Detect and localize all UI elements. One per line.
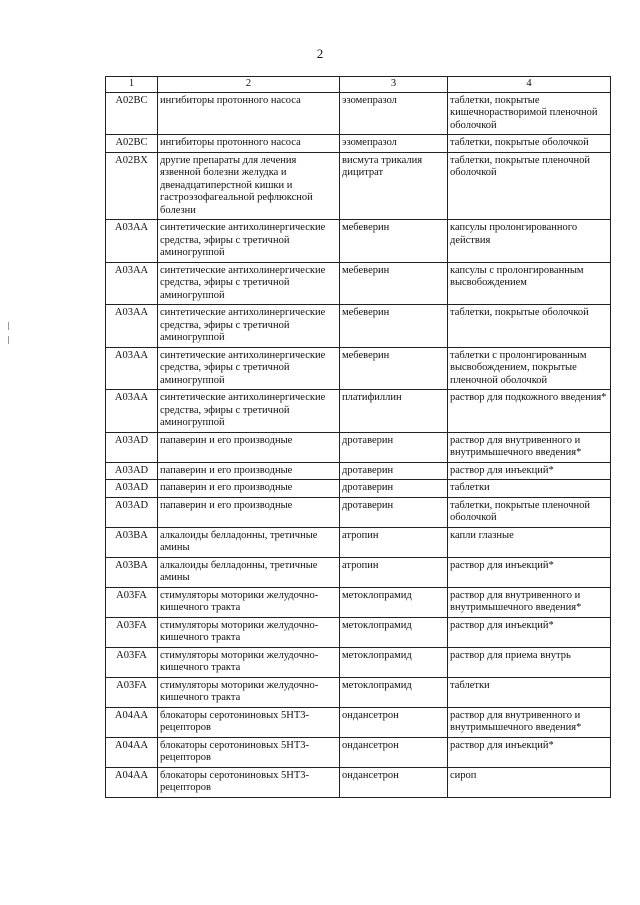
group-cell: папаверин и его производные [158, 497, 340, 527]
table-row [106, 647, 611, 677]
group-cell: папаверин и его производные [158, 480, 340, 498]
atc-code-cell: A03AA [106, 390, 158, 433]
header-row [106, 77, 611, 93]
atc-code-cell: A03AA [106, 220, 158, 263]
dosage-form-cell: таблетки с пролонгированным высвобождением, покрытые пленочной оболочкой [448, 347, 611, 390]
dosage-form-cell: раствор для внутривенного и внутримышечного введения* [448, 707, 611, 737]
dosage-form-cell: таблетки, покрытые пленочной оболочкой [448, 152, 611, 220]
atc-code-cell: A03AA [106, 262, 158, 305]
substance-cell: мебеверин [340, 262, 448, 305]
substance-cell: метоклопрамид [340, 617, 448, 647]
group-cell: синтетические антихолинергические средства, эфиры с третичной аминогруппой [158, 390, 340, 433]
table-row [106, 152, 611, 220]
group-cell: блокаторы серотониновых 5HT3-рецепторов [158, 707, 340, 737]
table-row [106, 497, 611, 527]
substance-cell: эзомепразол [340, 92, 448, 135]
substance-cell: ондансетрон [340, 707, 448, 737]
atc-code-cell: A03FA [106, 647, 158, 677]
group-cell: блокаторы серотониновых 5HT3-рецепторов [158, 767, 340, 797]
substance-cell: атропин [340, 557, 448, 587]
column-header-4: 4 [448, 77, 611, 93]
atc-code-cell: A03BA [106, 557, 158, 587]
atc-code-cell: A03AD [106, 497, 158, 527]
group-cell: папаверин и его производные [158, 432, 340, 462]
atc-code-cell: A03AD [106, 480, 158, 498]
group-cell: другие препараты для лечения язвенной болезни желудка и двенадцатиперстной кишки и гастроэзофагеальной рефлюксной болезни [158, 152, 340, 220]
atc-code-cell: A03FA [106, 617, 158, 647]
dosage-form-cell: раствор для инъекций* [448, 737, 611, 767]
atc-code-cell: A04AA [106, 707, 158, 737]
atc-code-cell: A03AD [106, 462, 158, 480]
dosage-form-cell: таблетки [448, 677, 611, 707]
substance-cell: мебеверин [340, 347, 448, 390]
atc-code-cell: A03AA [106, 305, 158, 348]
substance-cell: мебеверин [340, 220, 448, 263]
group-cell: синтетические антихолинергические средства, эфиры с третичной аминогруппой [158, 262, 340, 305]
table-row [106, 677, 611, 707]
group-cell: синтетические антихолинергические средства, эфиры с третичной аминогруппой [158, 220, 340, 263]
dosage-form-cell: раствор для внутривенного и внутримышечного введения* [448, 587, 611, 617]
substance-cell: платифиллин [340, 390, 448, 433]
substance-cell: метоклопрамид [340, 587, 448, 617]
substance-cell: мебеверин [340, 305, 448, 348]
column-header-3: 3 [340, 77, 448, 93]
group-cell: стимуляторы моторики желудочно-кишечного тракта [158, 617, 340, 647]
table-row [106, 617, 611, 647]
margin-mark [8, 322, 9, 330]
substance-cell: ондансетрон [340, 767, 448, 797]
dosage-form-cell: раствор для внутривенного и внутримышечного введения* [448, 432, 611, 462]
table-row [106, 557, 611, 587]
substance-cell: метоклопрамид [340, 677, 448, 707]
table-row [106, 587, 611, 617]
substance-cell: метоклопрамид [340, 647, 448, 677]
dosage-form-cell: капли глазные [448, 527, 611, 557]
group-cell: стимуляторы моторики желудочно-кишечного тракта [158, 647, 340, 677]
table-row [106, 305, 611, 348]
group-cell: алкалоиды белладонны, третичные амины [158, 557, 340, 587]
substance-cell: эзомепразол [340, 135, 448, 153]
group-cell: ингибиторы протонного насоса [158, 135, 340, 153]
group-cell: алкалоиды белладонны, третичные амины [158, 527, 340, 557]
table-row [106, 135, 611, 153]
group-cell: синтетические антихолинергические средства, эфиры с третичной аминогруппой [158, 305, 340, 348]
table-body [106, 92, 611, 797]
substance-cell: дротаверин [340, 497, 448, 527]
group-cell: стимуляторы моторики желудочно-кишечного тракта [158, 677, 340, 707]
substance-cell: дротаверин [340, 462, 448, 480]
atc-code-cell: A04AA [106, 767, 158, 797]
substance-cell: висмута трикалия дицитрат [340, 152, 448, 220]
dosage-form-cell: таблетки, покрытые оболочкой [448, 135, 611, 153]
substance-cell: дротаверин [340, 432, 448, 462]
margin-mark [8, 336, 9, 344]
atc-code-cell: A03FA [106, 587, 158, 617]
table-row [106, 432, 611, 462]
dosage-form-cell: капсулы с пролонгированным высвобождением [448, 262, 611, 305]
table-row [106, 462, 611, 480]
dosage-form-cell: раствор для инъекций* [448, 557, 611, 587]
substance-cell: дротаверин [340, 480, 448, 498]
group-cell: блокаторы серотониновых 5HT3-рецепторов [158, 737, 340, 767]
substance-cell: ондансетрон [340, 737, 448, 767]
group-cell: синтетические антихолинергические средства, эфиры с третичной аминогруппой [158, 347, 340, 390]
substance-cell: атропин [340, 527, 448, 557]
table-row [106, 390, 611, 433]
atc-code-cell: A03AD [106, 432, 158, 462]
page-number: 2 [316, 46, 324, 61]
dosage-form-cell: таблетки [448, 480, 611, 498]
column-header-1: 1 [106, 77, 158, 93]
group-cell: папаверин и его производные [158, 462, 340, 480]
atc-code-cell: A02BX [106, 152, 158, 220]
atc-code-cell: A03FA [106, 677, 158, 707]
dosage-form-cell: таблетки, покрытые кишечнорастворимой пленочной оболочкой [448, 92, 611, 135]
dosage-form-cell: раствор для инъекций* [448, 462, 611, 480]
dosage-form-cell: таблетки, покрытые оболочкой [448, 305, 611, 348]
dosage-form-cell: раствор для подкожного введения* [448, 390, 611, 433]
dosage-form-cell: раствор для приема внутрь [448, 647, 611, 677]
table-row [106, 262, 611, 305]
table-row [106, 480, 611, 498]
atc-code-cell: A02BC [106, 92, 158, 135]
table-row [106, 707, 611, 737]
atc-code-cell: A03BA [106, 527, 158, 557]
table-row [106, 92, 611, 135]
drug-table [105, 76, 611, 798]
table-row [106, 347, 611, 390]
group-cell: ингибиторы протонного насоса [158, 92, 340, 135]
atc-code-cell: A02BC [106, 135, 158, 153]
table-row [106, 527, 611, 557]
table-row [106, 220, 611, 263]
table-row [106, 737, 611, 767]
table-row [106, 767, 611, 797]
atc-code-cell: A04AA [106, 737, 158, 767]
dosage-form-cell: капсулы пролонгированного действия [448, 220, 611, 263]
dosage-form-cell: раствор для инъекций* [448, 617, 611, 647]
dosage-form-cell: таблетки, покрытые пленочной оболочкой [448, 497, 611, 527]
dosage-form-cell: сироп [448, 767, 611, 797]
atc-code-cell: A03AA [106, 347, 158, 390]
column-header-2: 2 [158, 77, 340, 93]
group-cell: стимуляторы моторики желудочно-кишечного тракта [158, 587, 340, 617]
